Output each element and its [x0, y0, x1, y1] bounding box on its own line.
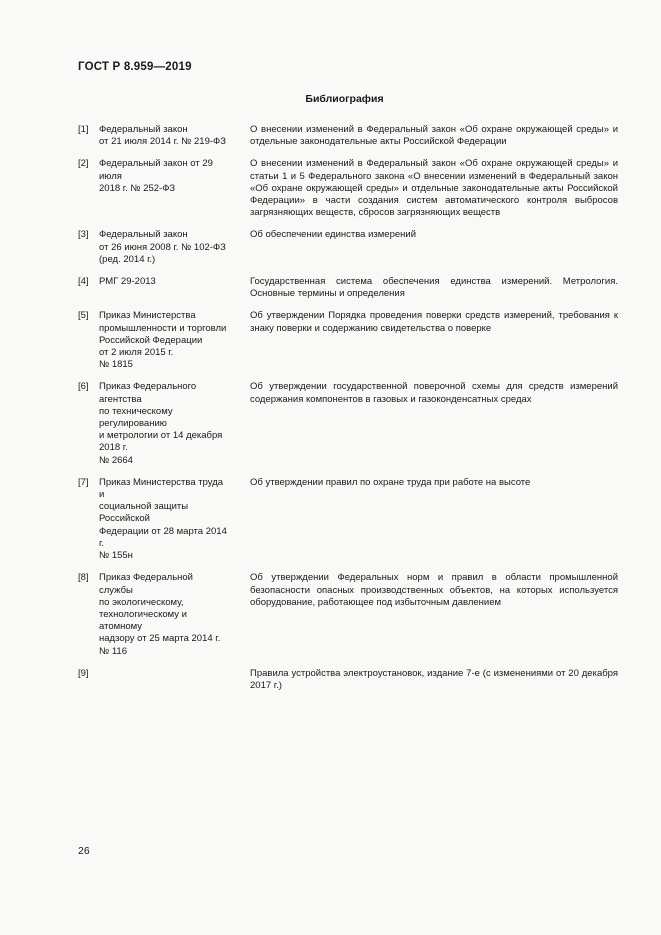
entry-number: [7]: [78, 476, 89, 488]
entry-number: [5]: [78, 310, 89, 322]
entry-source-line: № 116: [99, 645, 127, 657]
entry-source: [99, 310, 249, 371]
entry-source-line: № 2664: [99, 454, 133, 466]
entry-source: [99, 381, 249, 466]
entry-source-line: и метрологии от 14 декабря 2018 г.: [99, 430, 223, 454]
entry-source-line: Федеральный закон: [99, 229, 188, 241]
entry-number: [2]: [78, 158, 89, 170]
bibliography-entry: [78, 477, 618, 562]
entry-title: О внесении изменений в Федеральный закон «Об охране окружающей среды» и отдельные законодательные акты Российской Федерации: [250, 124, 618, 148]
entry-source-line: надзору от 25 марта 2014 г.: [99, 633, 221, 645]
entry-source-line: РМГ 29-2013: [99, 276, 156, 288]
entry-source-line: № 1815: [99, 359, 133, 371]
entry-source-line: технологическому и атомному: [99, 608, 187, 633]
bibliography-entry: [78, 276, 618, 300]
entry-source-line: от 26 июня 2008 г. № 102-ФЗ: [99, 241, 226, 253]
entry-title: Правила устройства электроустановок, издание 7-е (с изменениями от 20 декабря 2017 г.): [250, 667, 618, 691]
page-number: 26: [78, 845, 90, 857]
bibliography-entry: [78, 381, 618, 466]
entry-source-line: Приказ Министерства труда и: [99, 476, 224, 501]
entry-source: [99, 276, 249, 300]
document-header: ГОСТ Р 8.959—2019: [78, 61, 192, 73]
entry-source-line: 2018 г. № 252-ФЗ: [99, 182, 176, 194]
entry-source-line: социальной защиты Российской: [99, 501, 189, 525]
entry-source: [99, 158, 249, 219]
bibliography-list: [78, 124, 618, 702]
entry-title: Об утверждении правил по охране труда при работе на высоте: [250, 476, 531, 488]
entry-source-line: Федеральный закон от 29 июля: [99, 158, 213, 182]
bibliography-entry: [78, 572, 618, 657]
entry-source-line: Федеральный закон: [99, 124, 188, 135]
entry-title: Государственная система обеспечения единства измерений. Метрология. Основные термины и определения: [250, 276, 618, 300]
entry-source-line: от 21 июля 2014 г. № 219-ФЗ: [99, 136, 226, 148]
entry-number: [3]: [78, 229, 89, 241]
bibliography-entry: [78, 668, 618, 692]
entry-number: [6]: [78, 381, 89, 393]
entry-source: [99, 572, 249, 657]
bibliography-entry: [78, 310, 618, 371]
entry-source-line: Приказ Министерства: [99, 310, 196, 322]
entry-source-line: по техническому регулированию: [99, 405, 173, 430]
bibliography-entry: [78, 124, 618, 148]
entry-source-line: № 155н: [99, 550, 133, 562]
entry-source-line: Федерации от 28 марта 2014 г.: [99, 525, 227, 549]
entry-source-line: (ред. 2014 г.): [99, 253, 156, 265]
entry-source-line: промышленности и торговли: [99, 322, 227, 334]
entry-title: Об обеспечении единства измерений: [250, 229, 417, 241]
entry-source: [99, 477, 249, 562]
entry-source-line: от 2 июля 2015 г.: [99, 347, 174, 359]
entry-source: [99, 124, 249, 148]
entry-source: [99, 229, 249, 266]
entry-source-line: Приказ Федерального агентства: [99, 381, 197, 405]
entry-number: [1]: [78, 124, 89, 135]
entry-title: Об утверждении Федеральных норм и правил в области промышленной безопасности опасных производственных объектов, на которых используется оборудование, работающее под избыточным давлением: [250, 572, 618, 608]
bibliography-title: Библиография: [305, 93, 384, 105]
entry-title: Об утверждении государственной поверочной схемы для средств измерений содержания компонентов в газовых и газоконденсатных средах: [250, 381, 618, 405]
entry-source: [99, 668, 249, 692]
bibliography-entry: [78, 158, 618, 219]
entry-number: [8]: [78, 572, 89, 584]
bibliography-entry: [78, 229, 618, 266]
entry-source-line: Российской Федерации: [99, 334, 203, 346]
entry-number: [9]: [78, 667, 89, 679]
entry-title: Об утверждении Порядка проведения поверки средств измерений, требования к знаку поверки и содержанию свидетельства о поверке: [250, 310, 618, 334]
entry-number: [4]: [78, 276, 89, 288]
entry-source-line: Приказ Федеральной службы: [99, 572, 193, 596]
entry-source-line: по экологическому,: [99, 596, 184, 608]
entry-title: О внесении изменений в Федеральный закон «Об охране окружающей среды» и статьи 1 и 5 Федерального закона «О внесении изменений в Федеральный закон «Об охране окружающей среды» и отдельные законодательные акты Российской Федерации» в части создания систем автоматического контроля выбросов загрязняющих веществ, сбросов загрязняющих веществ: [250, 158, 618, 219]
